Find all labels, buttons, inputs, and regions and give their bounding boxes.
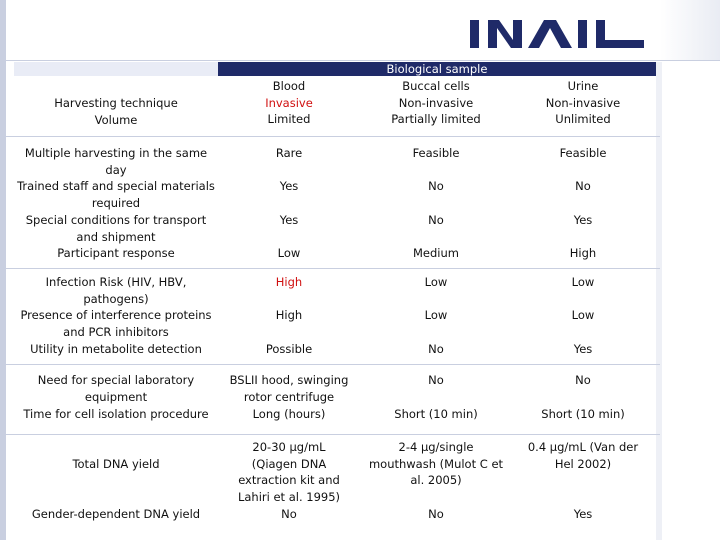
criterion-response: Participant response xyxy=(57,246,175,260)
buccal-transport: No xyxy=(428,213,444,227)
blood-gender: No xyxy=(281,507,297,521)
criterion-staff: Trained staff and special materials required xyxy=(17,179,215,210)
criterion-harvesting: Harvesting technique xyxy=(54,96,178,110)
buccal-time: Short (10 min) xyxy=(394,407,478,421)
corner-shade xyxy=(660,0,720,60)
volume-value: Limited xyxy=(267,112,311,127)
urine-metabolite: Yes xyxy=(573,342,593,356)
urine-infection: Low xyxy=(571,275,595,289)
urine-multiple: Feasible xyxy=(559,146,607,160)
buccal-lab: No xyxy=(428,373,444,387)
blood-multiple: Rare xyxy=(275,146,303,160)
criterion-interference: Presence of interference proteins and PCR inhibitors xyxy=(20,308,212,339)
criterion-time: Time for cell isolation procedure xyxy=(23,407,209,421)
column-name: Buccal cells xyxy=(402,79,470,93)
criterion-infection: Infection Risk (HIV, HBV, pathogens) xyxy=(45,275,187,306)
urine-time: Short (10 min) xyxy=(541,407,625,421)
urine-response: High xyxy=(569,246,597,260)
urine-gender: Yes xyxy=(573,507,593,521)
criteria-harvesting-volume xyxy=(14,95,218,128)
criterion-volume: Volume xyxy=(94,112,138,127)
row-separator xyxy=(0,136,660,137)
buccal-gender: No xyxy=(428,507,444,521)
left-accent-bar xyxy=(0,0,6,540)
harvesting-value: Non-invasive xyxy=(398,95,474,110)
urine-lab: No xyxy=(575,373,591,387)
blood-transport: Yes xyxy=(279,213,299,227)
blood-interference: High xyxy=(275,308,303,322)
column-blood xyxy=(218,78,360,128)
table-header-corner xyxy=(14,62,218,76)
buccal-infection: Low xyxy=(424,275,448,289)
buccal-staff: No xyxy=(428,179,444,193)
buccal-response: Medium xyxy=(413,246,459,260)
row-separator xyxy=(0,364,660,365)
harvesting-value: Invasive xyxy=(265,95,313,110)
urine-interference: Low xyxy=(571,308,595,322)
criterion-metabolite: Utility in metabolite detection xyxy=(30,342,202,356)
blood-metabolite: Possible xyxy=(265,342,313,356)
volume-value: Partially limited xyxy=(391,112,481,127)
volume-value: Unlimited xyxy=(555,112,611,127)
criterion-dna: Total DNA yield xyxy=(72,457,160,471)
blood-dna: 20-30 µg/mL (Qiagen DNA extraction kit and Lahiri et al. 1995) xyxy=(237,440,341,505)
harvesting-value: Non-invasive xyxy=(545,95,621,110)
criterion-gender: Gender-dependent DNA yield xyxy=(31,507,201,521)
buccal-dna: 2-4 µg/single mouthwash (Mulot C et al. 2005) xyxy=(368,440,504,488)
blood-staff: Yes xyxy=(279,179,299,193)
urine-dna: 0.4 µg/mL (Van der Hel 2002) xyxy=(527,440,639,471)
urine-transport: Yes xyxy=(573,213,593,227)
row-separator xyxy=(0,434,660,435)
blood-lab: BSLII hood, swinging rotor centrifuge xyxy=(229,373,349,404)
row-separator xyxy=(0,268,660,269)
column-buccal xyxy=(362,78,510,128)
inail-logo xyxy=(468,12,646,56)
criterion-multiple: Multiple harvesting in the same day xyxy=(24,146,208,177)
header-divider xyxy=(0,60,720,61)
biological-sample-header: Biological sample xyxy=(386,62,488,76)
buccal-multiple: Feasible xyxy=(412,146,460,160)
urine-staff: No xyxy=(575,179,591,193)
criterion-transport: Special conditions for transport and shipment xyxy=(25,213,207,244)
column-urine xyxy=(512,78,654,128)
buccal-metabolite: No xyxy=(428,342,444,356)
blood-response: Low xyxy=(277,246,301,260)
right-shade xyxy=(656,62,662,540)
buccal-interference: Low xyxy=(424,308,448,322)
column-name: Urine xyxy=(567,79,599,93)
column-name: Blood xyxy=(272,79,306,93)
blood-time: Long (hours) xyxy=(252,407,326,421)
blood-infection: High xyxy=(275,275,303,289)
criterion-lab: Need for special laboratory equipment xyxy=(37,373,195,404)
